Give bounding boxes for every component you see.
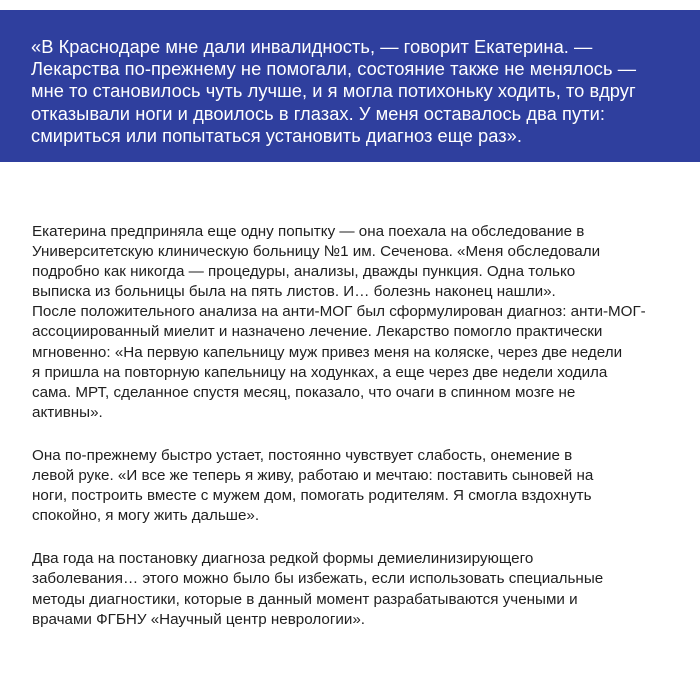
quote-line: отказывали ноги и двоилось в глазах. У меня оставалось два пути: xyxy=(31,102,605,124)
article-body xyxy=(32,222,682,630)
quote-line: Лекарства по-прежнему не помогали, состояние также не менялось — xyxy=(31,58,637,80)
quote-line: смириться или попытаться установить диагноз еще раз». xyxy=(31,124,523,146)
paragraph-line: заболевания… этого можно было бы избежать, если использовать специальные xyxy=(32,570,604,588)
quote-block xyxy=(0,10,700,162)
quote-line: «В Краснодаре мне дали инвалидность, — говорит Екатерина. — xyxy=(31,36,593,57)
paragraph-line: левой руке. «И все же теперь я живу, работаю и мечтаю: поставить сыновей на xyxy=(32,467,594,485)
paragraph-line: мгновенно: «На первую капельницу муж привез меня на коляске, через две недели xyxy=(32,343,623,361)
paragraph-line: активны». xyxy=(32,403,103,421)
paragraph-line: ноги, построить вместе с мужем дом, помогать родителям. Я смогла вздохнуть xyxy=(32,487,592,505)
paragraph-line: Два года на постановку диагноза редкой формы демиелинизирующего xyxy=(32,550,534,568)
article-paragraph-1 xyxy=(32,222,682,423)
paragraph-line: Университетскую клиническую больницу №1 им. Сеченова. «Меня обследовали xyxy=(32,243,601,261)
paragraph-line: ассоциированный миелит и назначено лечение. Лекарство помогло практически xyxy=(32,323,603,341)
paragraph-line: подробно как никогда — процедуры, анализы, дважды пункция. Одна только xyxy=(32,263,576,281)
quote-text xyxy=(31,36,680,147)
paragraph-line: Она по-прежнему быстро устает, постоянно чувствует слабость, онемение в xyxy=(32,446,573,464)
paragraph-line: После положительного анализа на анти-МОГ был сформулирован диагноз: анти-МОГ- xyxy=(32,303,646,321)
article-paragraph-3 xyxy=(32,549,682,629)
article-paragraph-2 xyxy=(32,446,682,526)
paragraph-line: сама. МРТ, сделанное спустя месяц, показало, что очаги в спинном мозге не xyxy=(32,383,576,401)
paragraph-line: врачами ФГБНУ «Научный центр неврологии». xyxy=(32,610,366,628)
paragraph-line: выписка из больницы была на пять листов. И… болезнь наконец нашли». xyxy=(32,283,556,301)
paragraph-line: я пришла на повторную капельницу на ходунках, а еще через две недели ходила xyxy=(32,363,608,381)
paragraph-line: спокойно, я могу жить дальше». xyxy=(32,507,260,525)
paragraph-line: Екатерина предприняла еще одну попытку — она поехала на обследование в xyxy=(32,223,585,240)
paragraph-line: методы диагностики, которые в данный момент разрабатываются учеными и xyxy=(32,590,578,608)
quote-line: мне то становилось чуть лучше, и я могла потихоньку ходить, то вдруг xyxy=(31,80,636,102)
